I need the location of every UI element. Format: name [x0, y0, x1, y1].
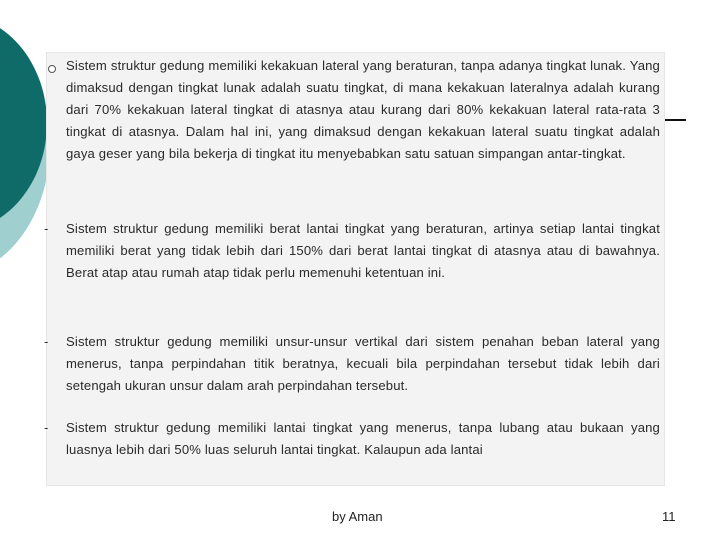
bullet-dash: - — [44, 221, 49, 236]
paragraph-continuous-floor: Sistem struktur gedung memiliki lantai tingkat yang menerus, tanpa lubang atau bukaan yang luasnya lebih dari 50% luas seluruh lantai tingkat. Kalaupun ada lantai — [66, 420, 660, 457]
footer-author: by Aman — [332, 509, 383, 524]
scanned-document-image — [46, 52, 665, 486]
page-number: 11 — [662, 509, 676, 524]
bullet-dash: - — [44, 334, 49, 349]
paragraph-vertical-elements: Sistem struktur gedung memiliki unsur-unsur vertikal dari sistem penahan beban lateral yang menerus, tanpa perpindahan titik beratnya, kecuali bila perpindahan tersebut tidak lebih dari setengah ukuran unsur dalam arah perpindahan tersebut. — [66, 334, 660, 393]
bullet-circle-icon — [48, 65, 56, 73]
paragraph-floor-weight: Sistem struktur gedung memiliki berat lantai tingkat yang beraturan, artinya setiap lantai tingkat memiliki berat yang tidak lebih dari 150% dari berat lantai tingkat di atasnya atau di bawahnya. Berat atap atau rumah atap tidak perlu memenuhi ketentuan ini. — [66, 221, 660, 280]
bullet-dash: - — [44, 420, 49, 435]
decorative-line — [664, 119, 686, 121]
paragraph-soft-story: Sistem struktur gedung memiliki kekakuan lateral yang beraturan, tanpa adanya tingkat lunak. Yang dimaksud dengan tingkat lunak adalah suatu tingkat, di mana kekakuan lateralnya adalah kurang dari 70% kekakuan lateral tingkat di atasnya atau kurang dari 80% kekakuan lateral rata-rata 3 tingkat di atasnya. Dalam hal ini, yang dimaksud dengan kekakuan lateral suatu tingkat adalah gaya geser yang bila bekerja di tingkat itu menyebabkan satu satuan simpangan antar-tingkat. — [66, 58, 660, 161]
